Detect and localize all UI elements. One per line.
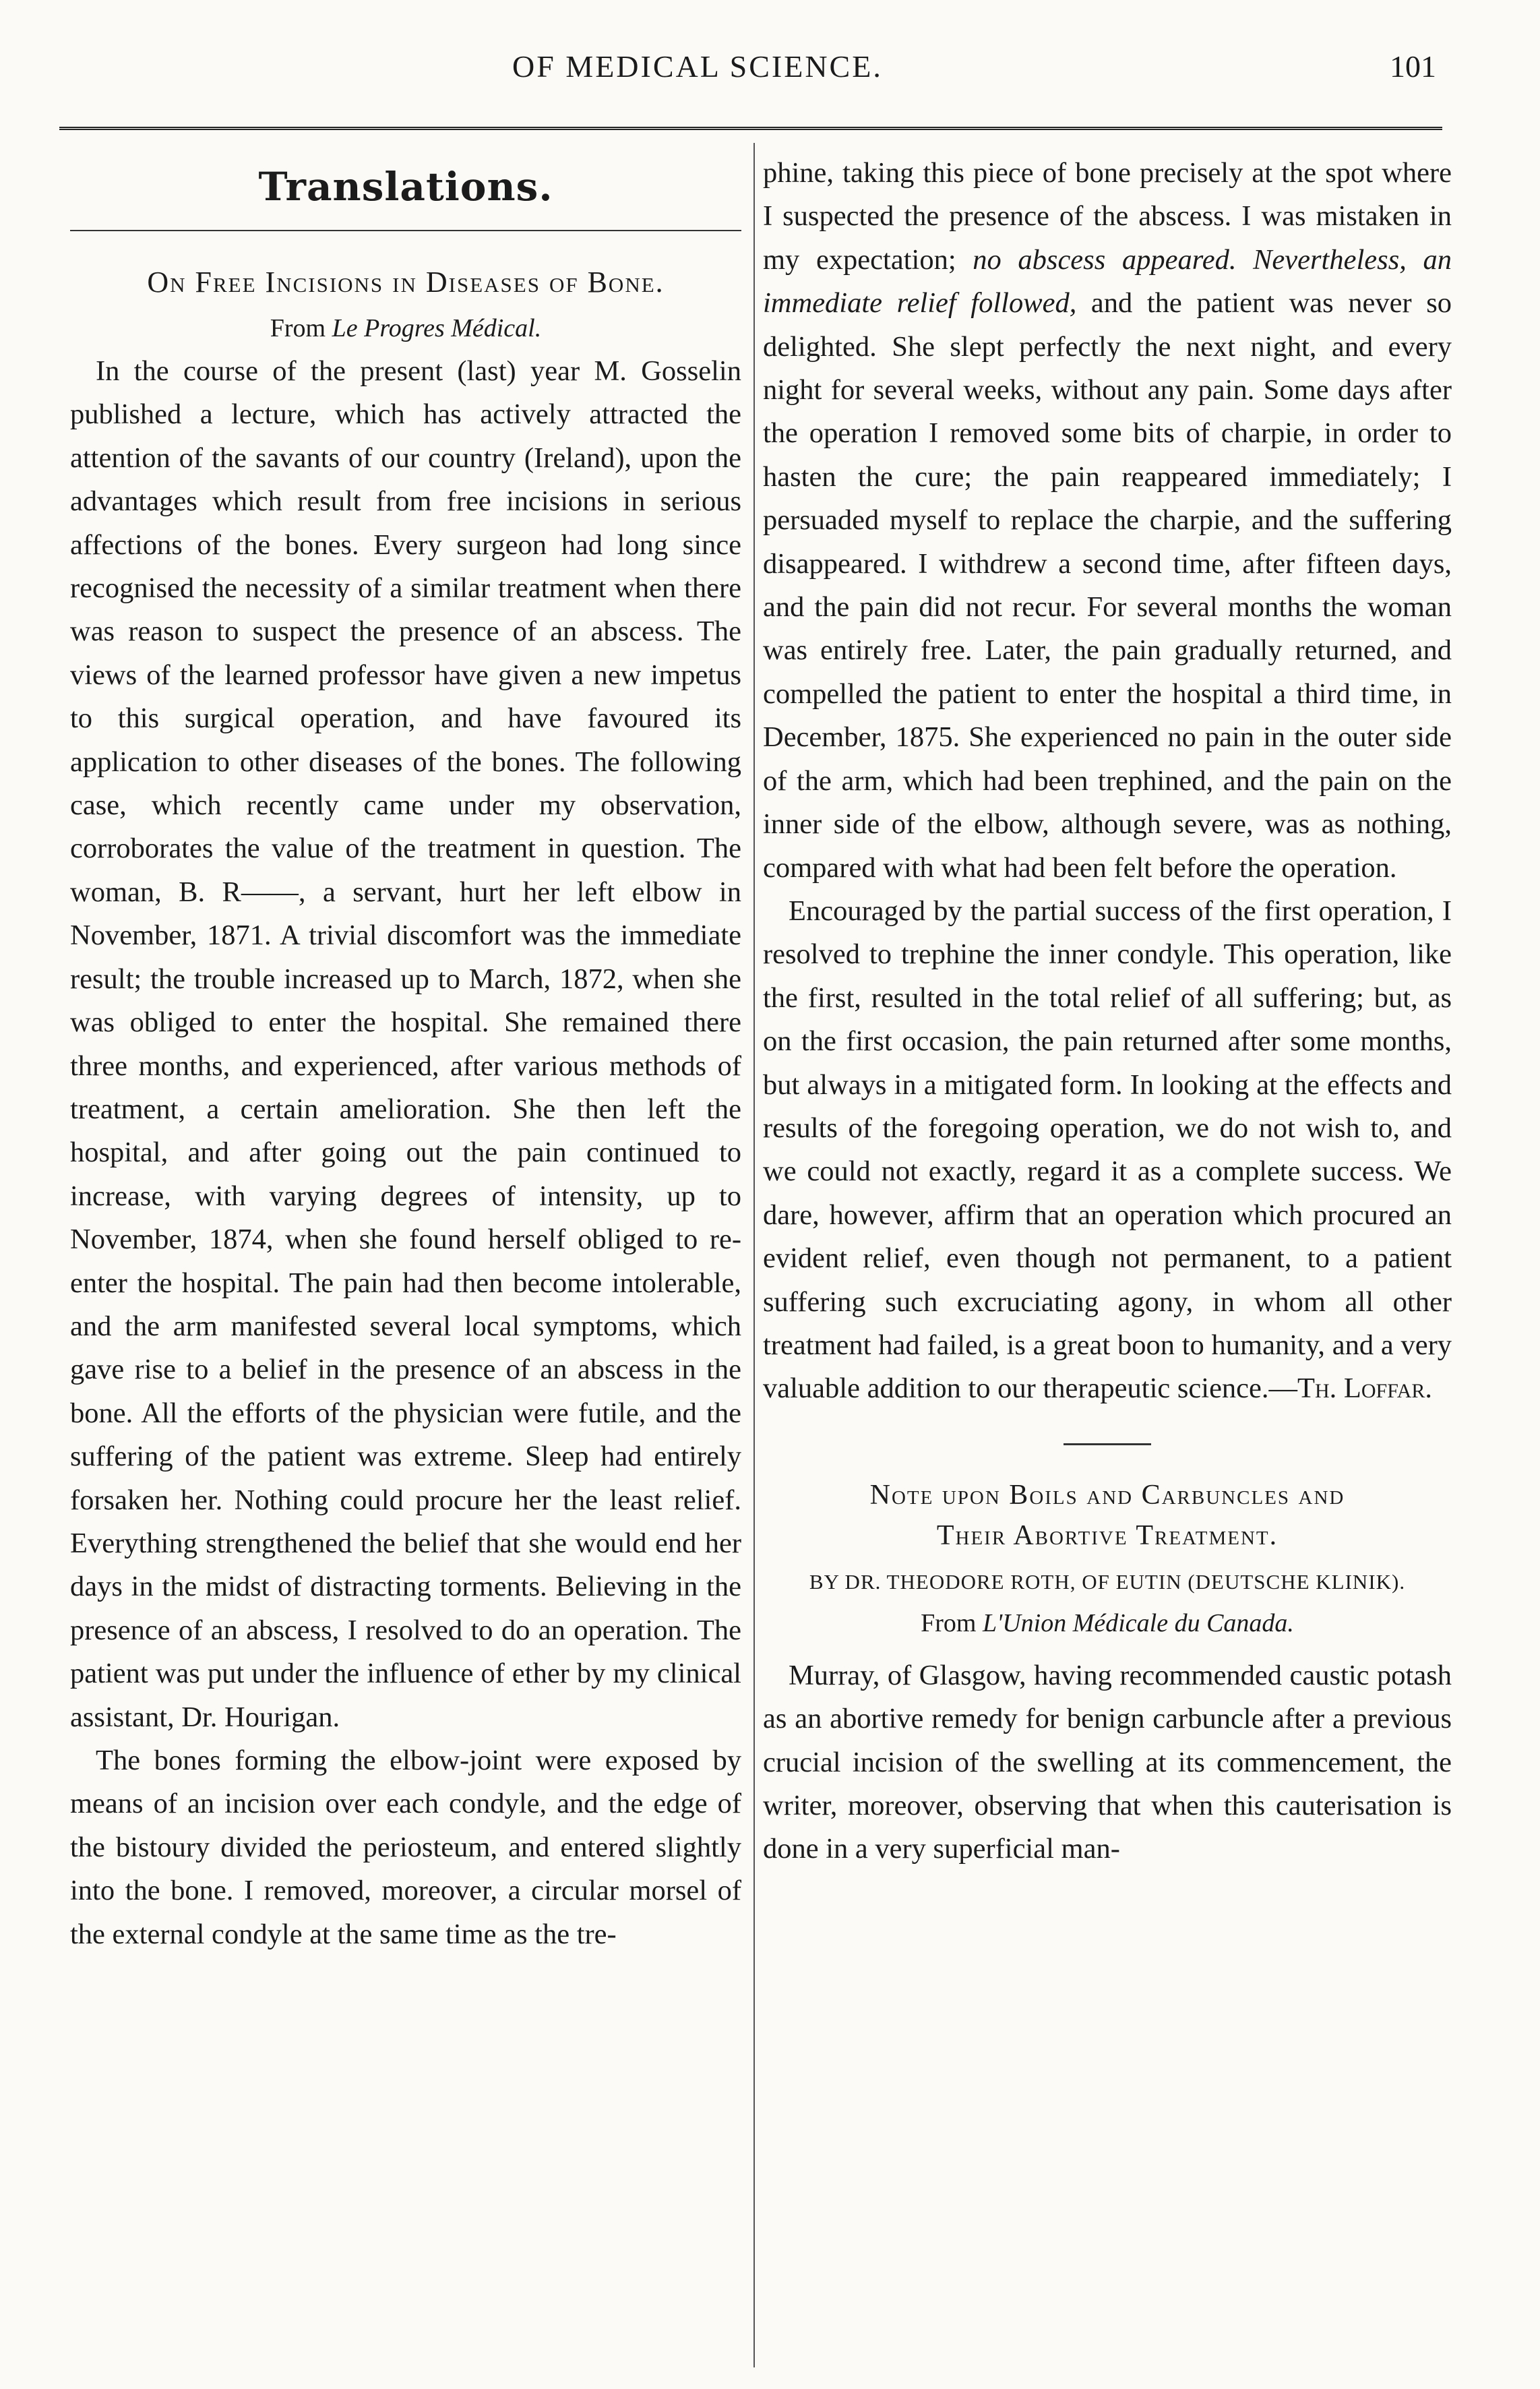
paragraph-text: Encouraged by the partial success of the first operation, I resolved to trephine the inner condyle. This operation, like the first, resulted in the total relief of all suffering; but, as on the first occasion, the pain returned after some months, but always in a mitigated form. In looking at the effects and results of the foregoing operation, we do not wish to, and we could not exactly, regard it as a complete success. We dare, however, affirm that an operation which procured an evident relief, even though not permanent, to a patient suffering such excruciating agony, in whom all other treatment had failed, is a great boon to humanity, and a very valuable addition to our therapeutic science.— bbox=[763, 895, 1452, 1405]
body-paragraph: In the course of the present (last) year M. Gosselin published a lecture, which has actively attracted the attention of the savants of our country (Ireland), upon the advantages which result from free incisions in serious affections of the bones. Every surgeon had long since recognised the necessity of a similar treatment when there was reason to suspect the presence of an abscess. The views of the learned professor have given a new impetus to this surgical operation, and have favoured its application to other diseases of the bones. The following case, which recently came under my observation, corroborates the value of the treatment in question. The woman, B. R——, a servant, hurt her left elbow in November, 1871. A trivial discomfort was the immediate result; the trouble increased up to March, 1872, when she was obliged to enter the hospital. She remained there three months, and experienced, after various methods of treatment, a certain amelioration. She then left the hospital, and after going out the pain continued to increase, with varying degrees of intensity, up to November, 1874, when she found herself obliged to re-enter the hospital. The pain had then become intolerable, and the arm manifested several local symptoms, which gave rise to a belief in the presence of an abscess in the bone. All the efforts of the physician were futile, and the suffering of the patient was extreme. Sleep had entirely forsaken her. Nothing could procure her the least relief. Everything strengthened the belief that she would end her days in the midst of distracting torments. Believing in the presence of an abscess, I resolved to do an operation. The patient was put under the influence of ether by my clinical assistant, Dr. Hourigan. bbox=[70, 355, 741, 1733]
right-column bbox=[763, 152, 1452, 1871]
body-paragraph-continued bbox=[763, 152, 1452, 890]
article-source bbox=[70, 307, 741, 350]
article-title: On Free Incisions in Diseases of Bone. bbox=[147, 266, 665, 299]
body-paragraph bbox=[763, 890, 1452, 1411]
article-separator-rule bbox=[1064, 1443, 1151, 1445]
article-source bbox=[763, 1602, 1452, 1645]
source-prefix: From bbox=[921, 1608, 983, 1637]
paragraph-text: and the patient was never so delighted. She slept perfectly the next night, and every night for several weeks, without any pain. Some days after the operation I removed some bits of charpie, in order to hasten the cure; the pain reappeared immediately; I persuaded myself to replace the charpie, and the suffering disappeared. I withdrew a second time, after fifteen days, and the pain did not recur. For several months the woman was entirely free. Later, the pain gradually returned, and compelled the patient to enter the hospital a third time, in December, 1875. She experienced no pain in the outer side of the arm, which had been trephined, and the pain on the inner side of the elbow, although severe, was as nothing, compared with what had been felt before the operation. bbox=[763, 287, 1452, 884]
source-journal: Le Progres Médical. bbox=[332, 314, 542, 342]
page-header bbox=[0, 0, 1540, 108]
header-double-rule bbox=[59, 127, 1442, 130]
running-title: OF MEDICAL SCIENCE. bbox=[512, 49, 883, 84]
emphasised-text: no abscess appeared. Nevertheless, an immediate relief followed, bbox=[763, 243, 1452, 320]
author-signature: Th. Loffar. bbox=[1297, 1372, 1432, 1405]
article-title-line-2: Their Abortive Treatment. bbox=[936, 1519, 1279, 1551]
article-byline: BY DR. THEODORE ROTH, OF EUTIN (DEUTSCHE KLINIK). bbox=[809, 1569, 1406, 1594]
source-journal: L'Union Médicale du Canada. bbox=[982, 1608, 1294, 1637]
section-heading: Translations. bbox=[258, 164, 553, 210]
body-paragraph: Murray, of Glasgow, having recommended caustic potash as an abortive remedy for benign carbuncle after a previous crucial incision of the swelling at its commencement, the writer, moreover, observing that when this cauterisation is done in a very superficial man- bbox=[763, 1659, 1452, 1865]
page-number: 101 bbox=[1390, 49, 1436, 84]
section-heading-rule bbox=[70, 230, 741, 231]
body-paragraph: The bones forming the elbow-joint were exposed by means of an incision over each condyle, and the edge of the bistoury divided the periosteum, and entered slightly into the bone. I removed, moreover, a circular morsel of the external condyle at the same time as the tre- bbox=[70, 1745, 741, 1950]
left-column bbox=[70, 152, 741, 1956]
column-divider bbox=[753, 143, 755, 2367]
paragraph-text: phine, taking this piece of bone precisely at the spot where I suspected the presence of the abscess. I was mistaken in my expectation; bbox=[763, 157, 1452, 276]
article-title-line-1: Note upon Boils and Carbuncles and bbox=[869, 1479, 1345, 1511]
source-prefix: From bbox=[270, 314, 332, 342]
